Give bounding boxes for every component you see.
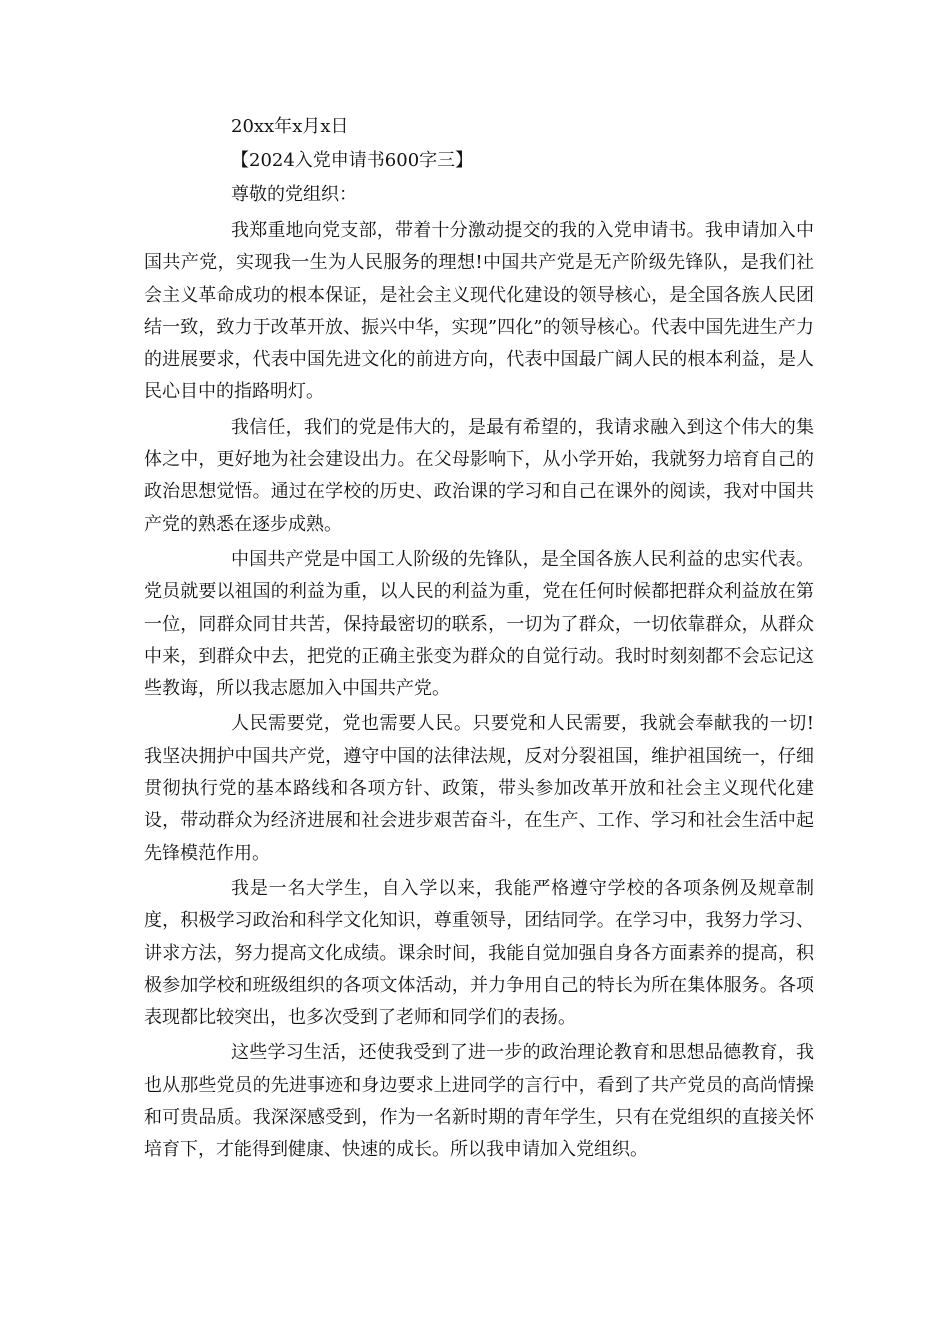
paragraph-4: 人民需要党，党也需要人民。只要党和人民需要，我就会奉献我的一切!我坚决拥护中国共产党，遵守中国的法律法规，反对分裂祖国，维护祖国统一，仔细贯彻执行党的基本路线和各项方针、政策，带头参加改革开放和社会主义现代化建设，带动群众为经济进展和社会进步艰苦奋斗，在生产、工作、学习和社会生活中起先锋模范作用。 [144,713,814,864]
paragraph-6: 这些学习生活，还使我受到了进一步的政治理论教育和思想品德教育，我也从那些党员的先进事迹和身边要求上进同学的言行中，看到了共产党员的高尚情操和可贵品质。我深深感受到，作为一名新时期的青年学生，只有在党组织的直接关怀培育下，才能得到健康、快速的成长。所以我申请加入党组织。 [144,1042,814,1161]
paragraph-1: 我郑重地向党支部，带着十分激动提交的我的入党申请书。我申请加入中国共产党，实现我一生为人民服务的理想!中国共产党是无产阶级先锋队，是我们社会主义革命成功的根本保证，是社会主义现代化建设的领导核心，是全国各族人民团结一致，致力于改革开放、振兴中华，实现”四化”的领导核心。代表中国先进生产力的进展要求，代表中国先进文化的前进方向，代表中国最广阔人民的根本利益，是人民心目中的指路明灯。 [144,220,814,403]
document-body [144,110,814,1167]
section-title: 【2024入党申请书600字三】 [231,150,474,171]
paragraph-2: 我信任，我们的党是伟大的，是最有希望的，我请求融入到这个伟大的集体之中，更好地为社会建设出力。在父母影响下，从小学开始，我就努力培育自己的政治思想觉悟。通过在学校的历史、政治课的学习和自己在课外的阅读，我对中国共产党的熟悉在逐步成熟。 [144,416,814,535]
salutation: 尊敬的党组织： [231,184,357,205]
paragraph-3: 中国共产党是中国工人阶级的先锋队，是全国各族人民利益的忠实代表。党员就要以祖国的利益为重，以人民的利益为重，党在任何时候都把群众利益放在第一位，同群众同甘共苦，保持最密切的联系，一切为了群众，一切依靠群众，从群众中来，到群众中去，把党的正确主张变为群众的自觉行动。我时时刻刻都不会忘记这些教诲，所以我志愿加入中国共产党。 [144,548,814,700]
paragraph-5: 我是一名大学生，自入学以来，我能严格遵守学校的各项条例及规章制度，积极学习政治和科学文化知识，尊重领导，团结同学。在学习中，我努力学习、讲求方法，努力提高文化成绩。课余时间，我能自觉加强自身各方面素养的提高，积极参加学校和班级组织的各项文体活动，并力争用自己的特长为所在集体服务。各项表现都比较突出，也多次受到了老师和同学们的表扬。 [144,877,814,1029]
date-line: 20xx年x月x日 [231,116,349,137]
